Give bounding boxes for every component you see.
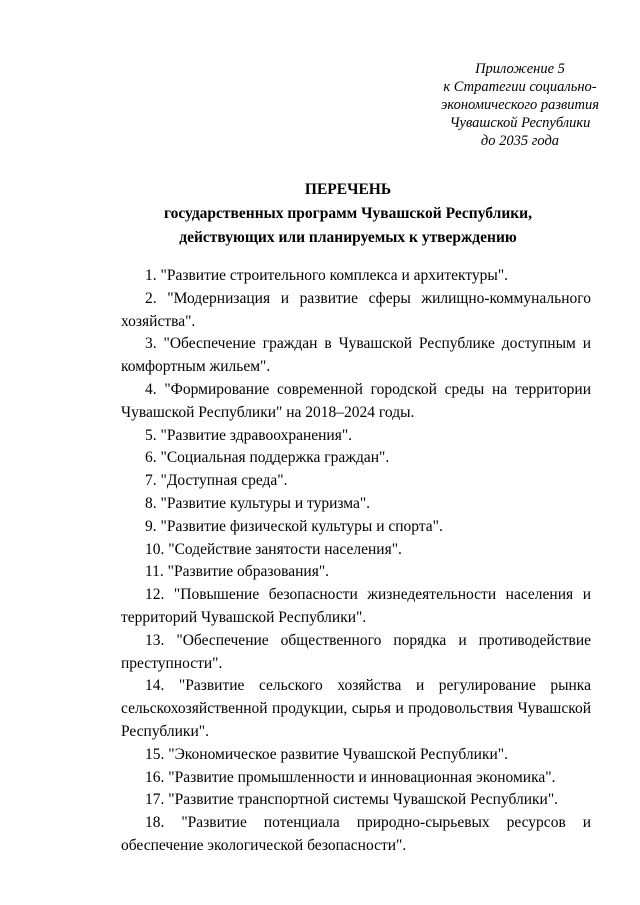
program-item: 6. "Социальная поддержка граждан". [145, 449, 390, 467]
program-item: 4. "Формирование современной городской среды на территории Чувашской Республики" на 2018–2024 годы. [121, 380, 591, 421]
program-item: 16. "Развитие промышленности и инновационная экономика". [145, 768, 556, 786]
program-item: 2. "Модернизация и развитие сферы жилищно-коммунального хозяйства". [121, 289, 591, 330]
program-item: 17. "Развитие транспортной системы Чувашской Республики". [145, 791, 559, 809]
appendix-line: Приложение 5 [475, 61, 565, 77]
appendix-line: Чувашской Республики [449, 115, 591, 131]
program-item: 3. "Обеспечение граждан в Чувашской Республике доступным и комфортным жильем". [121, 335, 591, 376]
program-item: 10. "Содействие занятости населения". [145, 540, 402, 558]
program-item: 13. "Обеспечение общественного порядка и противодействие преступности". [121, 631, 591, 672]
appendix-line: к Стратегии социально- [443, 79, 597, 95]
document-heading [0, 178, 640, 250]
appendix-line: экономического развития [440, 97, 600, 113]
document-title: ПЕРЕЧЕНЬ [304, 181, 392, 198]
program-item: 18. "Развитие потенциала природно-сырьевых ресурсов и обеспечение экологической безопасности". [121, 814, 591, 854]
program-item: 12. "Повышение безопасности жизнедеятельности населения и территорий Чувашской Республики". [121, 586, 591, 626]
program-item: 1. "Развитие строительного комплекса и архитектуры". [145, 267, 509, 284]
program-item: 7. "Доступная среда". [145, 472, 288, 490]
appendix-line: до 2035 года [480, 133, 560, 149]
program-item: 8. "Развитие культуры и туризма". [145, 494, 371, 512]
program-item: 11. "Развитие образования". [145, 563, 330, 581]
program-item: 14. "Развитие сельского хозяйства и регулирование рынка сельскохозяйственной продукции, сырья и продовольствия Чувашской Республики". [121, 677, 591, 740]
program-item: 15. "Экономическое развитие Чувашской Республики". [145, 745, 508, 763]
program-item: 5. "Развитие здравоохранения". [145, 426, 353, 444]
document-subtitle-line-1: государственных программ Чувашской Республики, [163, 205, 532, 222]
program-list [121, 265, 591, 858]
program-item: 9. "Развитие физической культуры и спорта". [145, 517, 443, 535]
document-subtitle-line-2: действующих или планируемых к утверждению [179, 229, 517, 246]
appendix-note [400, 60, 640, 150]
